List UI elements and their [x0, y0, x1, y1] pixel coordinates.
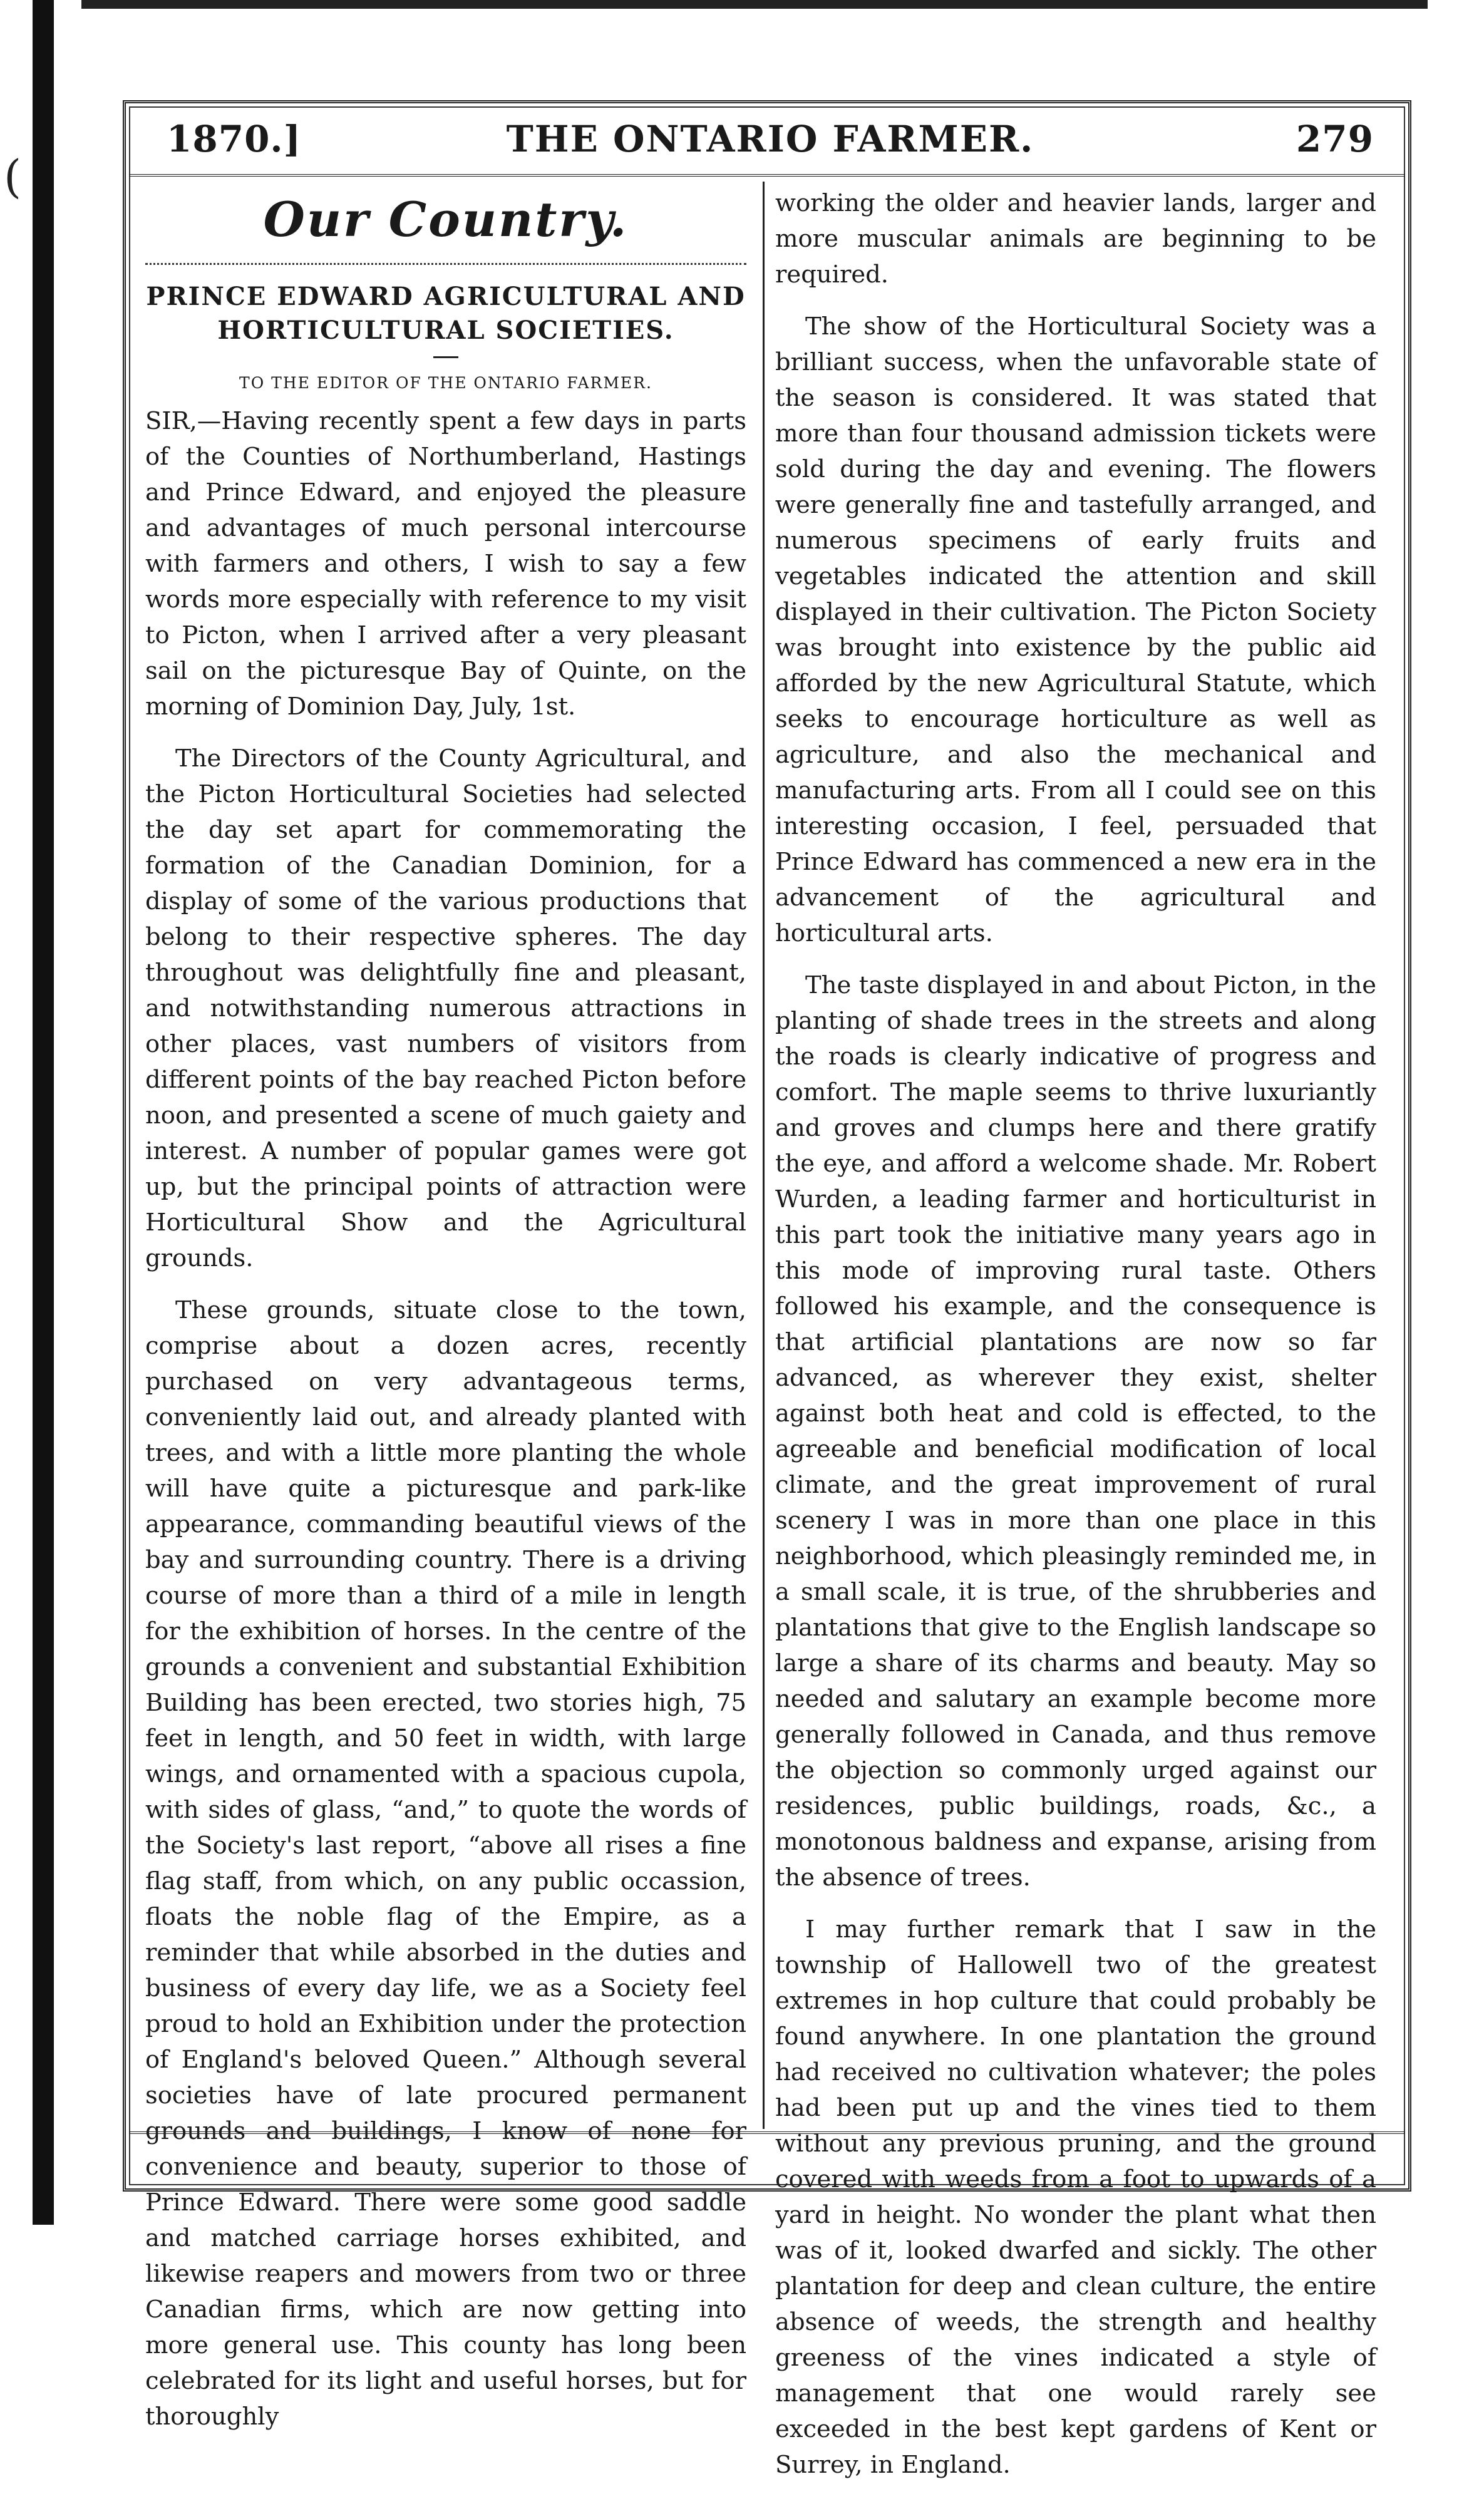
- article-heading: PRINCE EDWARD AGRICULTURAL AND HORTICULTURAL SOCIETIES.: [146, 282, 746, 345]
- journal-title: THE ONTARIO FARMER.: [506, 118, 1034, 160]
- scan-edge-shadow: [33, 0, 54, 2225]
- scan-bracket-mark: (: [4, 150, 22, 203]
- left-column: [145, 185, 746, 2451]
- article-paragraph: The show of the Horticultural Society was a brilliant success, when the unfavorable state of the season is considered. It was stated that more than four thousand admission tickets were sold during the day and evening. The flowers were generally fine and tastefully arranged, and numerous specimens of early fruits and vegetables indicated the attention and skill displayed in their cultivation. The Picton Society was brought into existence by the public aid afforded by the new Agricultural Statute, which seeks to encourage horticulture as well as agriculture, and also the mechanical and manufacturing arts. From all I could see on this interesting occasion, I feel, persuaded that Prince Edward has commenced a new era in the advancement of the agricultural and horticultural arts.: [775, 312, 1376, 947]
- running-header: [157, 118, 1384, 170]
- issue-year: 1870.]: [167, 118, 302, 160]
- section-title: Our Country.: [263, 192, 629, 247]
- article-paragraph: These grounds, situate close to the town, comprise about a dozen acres, recently purchased on very advantageous terms, conveniently laid out, and already planted with trees, and with a little more planting the whole will have quite a picturesque and park-like appearance, commanding beautiful views of the bay and surrounding country. There is a driving course of more than a third of a mile in length for the exhibition of horses. In the centre of the grounds a convenient and substantial Exhibition Building has been erected, two stories high, 75 feet in length, and 50 feet in width, with large wings, and ornamented with a spacious cupola, with sides of glass, “and,” to quote the words of the Society's last report, “above all rises a fine flag staff, from which, on any public occassion, floats the noble flag of the Empire, as a reminder that while absorbed in the duties and business of every day life, we as a Society feel proud to hold an Exhibition under the protection of England's beloved Queen.” Although several societies have of late procured permanent grounds and buildings, I know of none for convenience and beauty, superior to those of Prince Edward. There were some good saddle and matched carriage horses exhibited, and likewise reapers and mowers from two or three Canadian firms, which are now getting into more general use. This county has long been celebrated for its light and useful horses, but for thoroughly: [145, 1296, 746, 2431]
- column-divider: [763, 182, 765, 2129]
- footer-rule: [129, 2131, 1405, 2134]
- page-number: 279: [1296, 118, 1374, 160]
- right-column: [775, 185, 1376, 2499]
- article-paragraph: The Directors of the County Agricultural, and the Picton Horticultural Societies had selected the day set apart for commemorating the formation of the Canadian Dominion, for a display of some of the various productions that belong to their respective spheres. The day throughout was delightfully fine and pleasant, and notwithstanding numerous attractions in other places, vast numbers of visitors from different points of the bay reached Picton before noon, and presented a scene of much gaiety and interest. A number of popular games were got up, but the principal points of attraction were Horticultural Show and the Agricultural grounds.: [145, 745, 746, 1272]
- article-paragraph: The taste displayed in and about Picton, in the planting of shade trees in the streets and along the roads is clearly indicative of progress and comfort. The maple seems to thrive luxuriantly and groves and clumps here and there gratify the eye, and afford a welcome shade. Mr. Robert Wurden, a leading farmer and horticulturist in this part took the initiative many years ago in this mode of improving rural taste. Others followed his example, and the consequence is that artificial plantations are now so far advanced, as wherever they exist, shelter against both heat and cold is effected, to the agreeable and beneficial modification of local climate, and the great improvement of rural scenery I was in more than one place in this neighborhood, which pleasingly reminded me, in a small scale, it is true, of the shrubberies and plantations that give to the English landscape so large a share of its charms and beauty. May so needed and salutary an example become more generally followed in Canada, and thus remove the objection so commonly urged against our residences, public buildings, roads, &c., a monotonous baldness and expanse, arising from the absence of trees.: [775, 971, 1376, 1892]
- article-paragraph: I may further remark that I saw in the township of Hallowell two of the greatest extremes in hop culture that could probably be found anywhere. In one plantation the ground had received no cultivation whatever; the poles had been put up and the vines tied to them without any previous pruning, and the ground covered with weeds from a foot to upwards of a yard in height. No wonder the plant what then was of it, looked dwarfed and sickly. The other plantation for deep and clean culture, the entire absence of weeds, the strength and healthy greeness of the vines indicated a style of management that one would rarely see exceeded in the best kept gardens of Kent or Surrey, in England.: [775, 1915, 1376, 2479]
- article-paragraph: SIR,—Having recently spent a few days in parts of the Counties of Northumberland, Hastings and Prince Edward, and enjoyed the pleasure and advantages of much personal intercourse with farmers and others, I wish to say a few words more especially with reference to my visit to Picton, when I arrived after a very pleasant sail on the picturesque Bay of Quinte, on the morning of Dominion Day, July, 1st.: [145, 407, 746, 721]
- heading-rule: [433, 356, 458, 358]
- section-rule: [145, 263, 746, 265]
- header-rule: [129, 174, 1405, 177]
- editor-address: TO THE EDITOR OF THE ONTARIO FARMER.: [239, 374, 652, 392]
- article-paragraph: working the older and heavier lands, larger and more muscular animals are beginning to be required.: [775, 189, 1376, 289]
- scan-top-shadow: [81, 0, 1428, 9]
